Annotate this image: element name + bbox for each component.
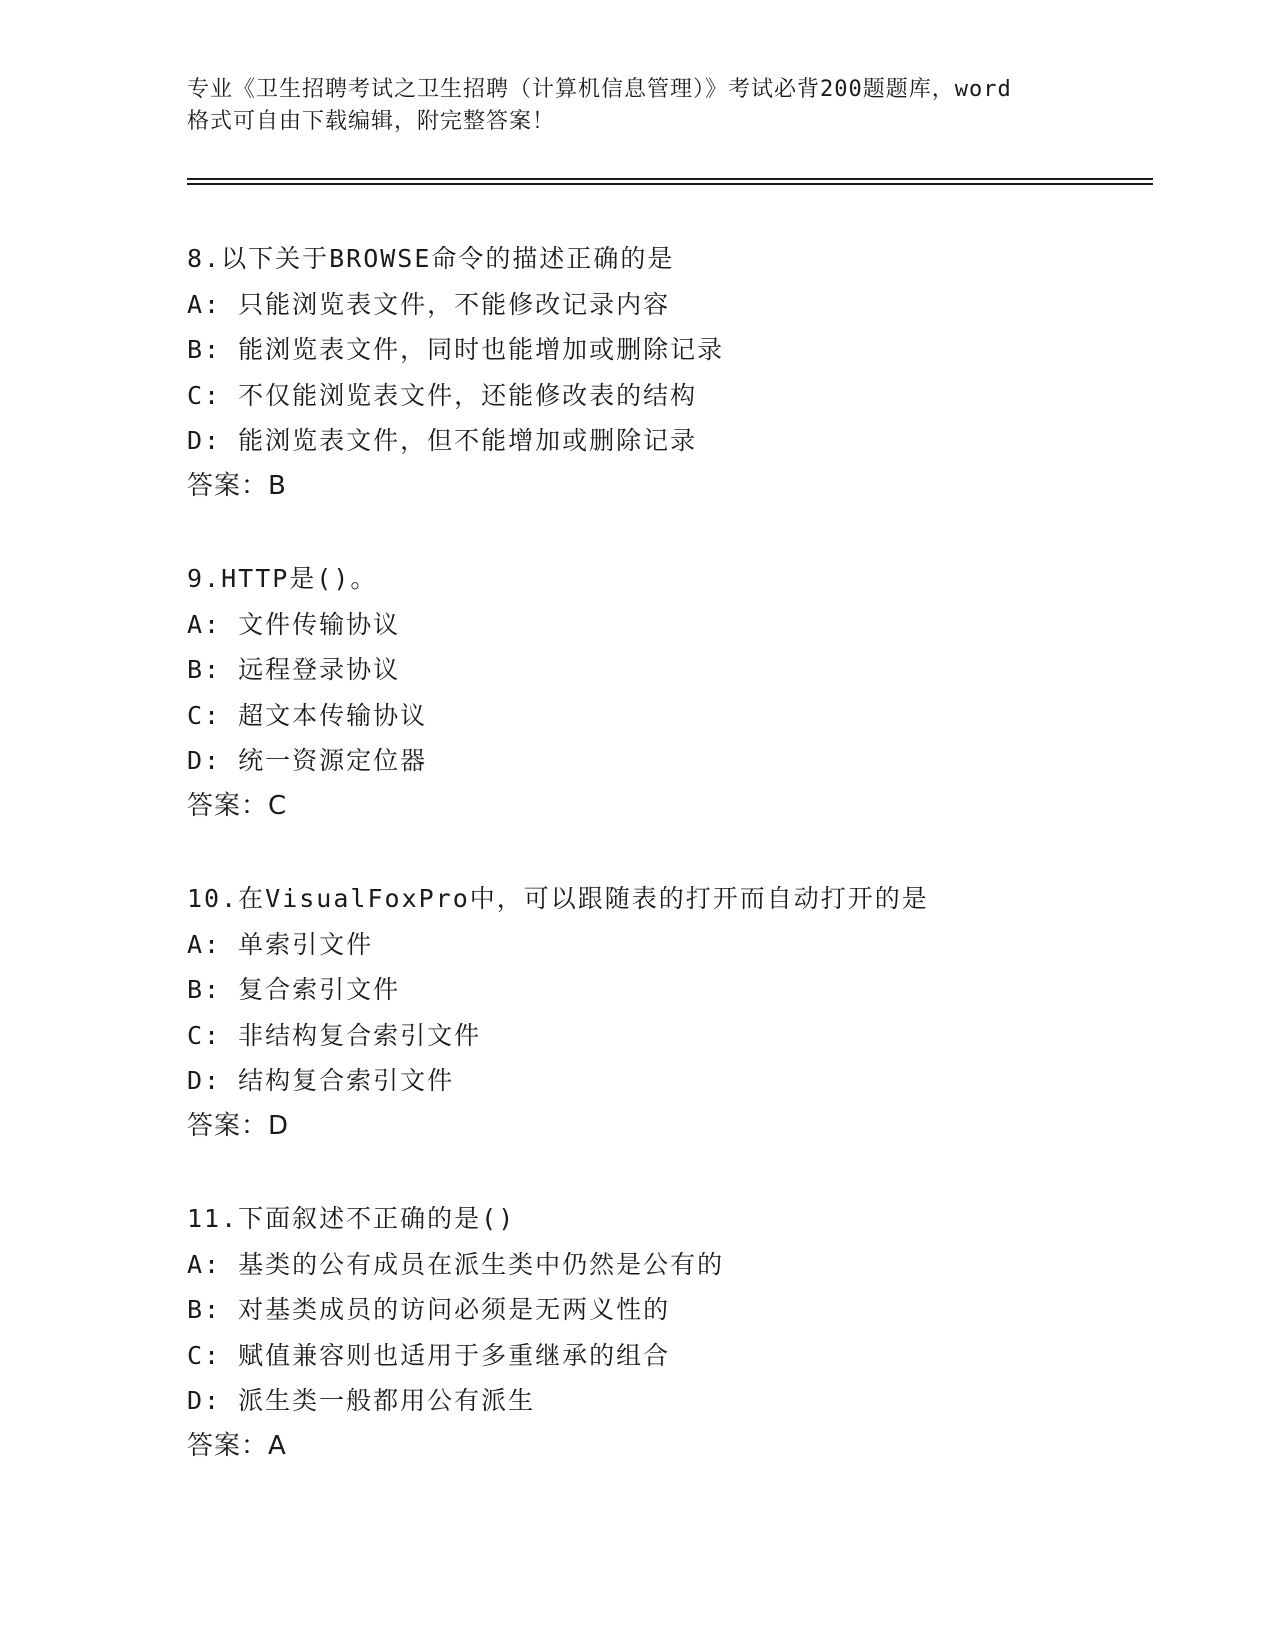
question-9 (187, 556, 1187, 876)
answer-line: 答案：C (187, 790, 288, 821)
option-a: A: 文件传输协议 (187, 609, 401, 639)
document-header (187, 74, 1087, 138)
option-b: B: 能浏览表文件，同时也能增加或删除记录 (187, 335, 725, 364)
question-stem: 11.下面叙述不正确的是() (187, 1204, 516, 1233)
question-list (187, 236, 1187, 1516)
option-a: A: 基类的公有成员在派生类中仍然是公有的 (187, 1249, 725, 1279)
option-b: B: 复合索引文件 (187, 975, 401, 1004)
option-d: D: 统一资源定位器 (187, 746, 428, 775)
answer-line: 答案：D (187, 1110, 290, 1141)
option-c: C: 非结构复合索引文件 (187, 1020, 482, 1050)
option-a: A: 只能浏览表文件，不能修改记录内容 (187, 289, 671, 319)
question-10 (187, 876, 1187, 1196)
option-c: C: 不仅能浏览表文件，还能修改表的结构 (187, 380, 698, 410)
header-line-2: 格式可自由下载编辑，附完整答案！ (187, 109, 556, 134)
question-stem: 9.HTTP是()。 (187, 564, 378, 593)
question-stem: 10.在VisualFoxPro中，可以跟随表的打开而自动打开的是 (187, 884, 929, 913)
question-11 (187, 1196, 1187, 1516)
header-divider-top (187, 178, 1153, 180)
answer-line: 答案：B (187, 470, 287, 501)
option-c: C: 超文本传输协议 (187, 700, 428, 730)
option-d: D: 结构复合索引文件 (187, 1066, 455, 1095)
option-b: B: 远程登录协议 (187, 655, 401, 684)
option-d: D: 派生类一般都用公有派生 (187, 1386, 536, 1415)
option-c: C: 赋值兼容则也适用于多重继承的组合 (187, 1340, 671, 1370)
option-a: A: 单索引文件 (187, 929, 374, 959)
header-divider-bottom (187, 183, 1153, 185)
header-line-1: 专业《卫生招聘考试之卫生招聘（计算机信息管理）》考试必背200题题库，word (187, 77, 1012, 102)
question-stem: 8.以下关于BROWSE命令的描述正确的是 (187, 244, 675, 273)
option-d: D: 能浏览表文件，但不能增加或删除记录 (187, 426, 698, 455)
question-8 (187, 236, 1187, 556)
answer-line: 答案：A (187, 1430, 287, 1461)
option-b: B: 对基类成员的访问必须是无两义性的 (187, 1295, 671, 1324)
